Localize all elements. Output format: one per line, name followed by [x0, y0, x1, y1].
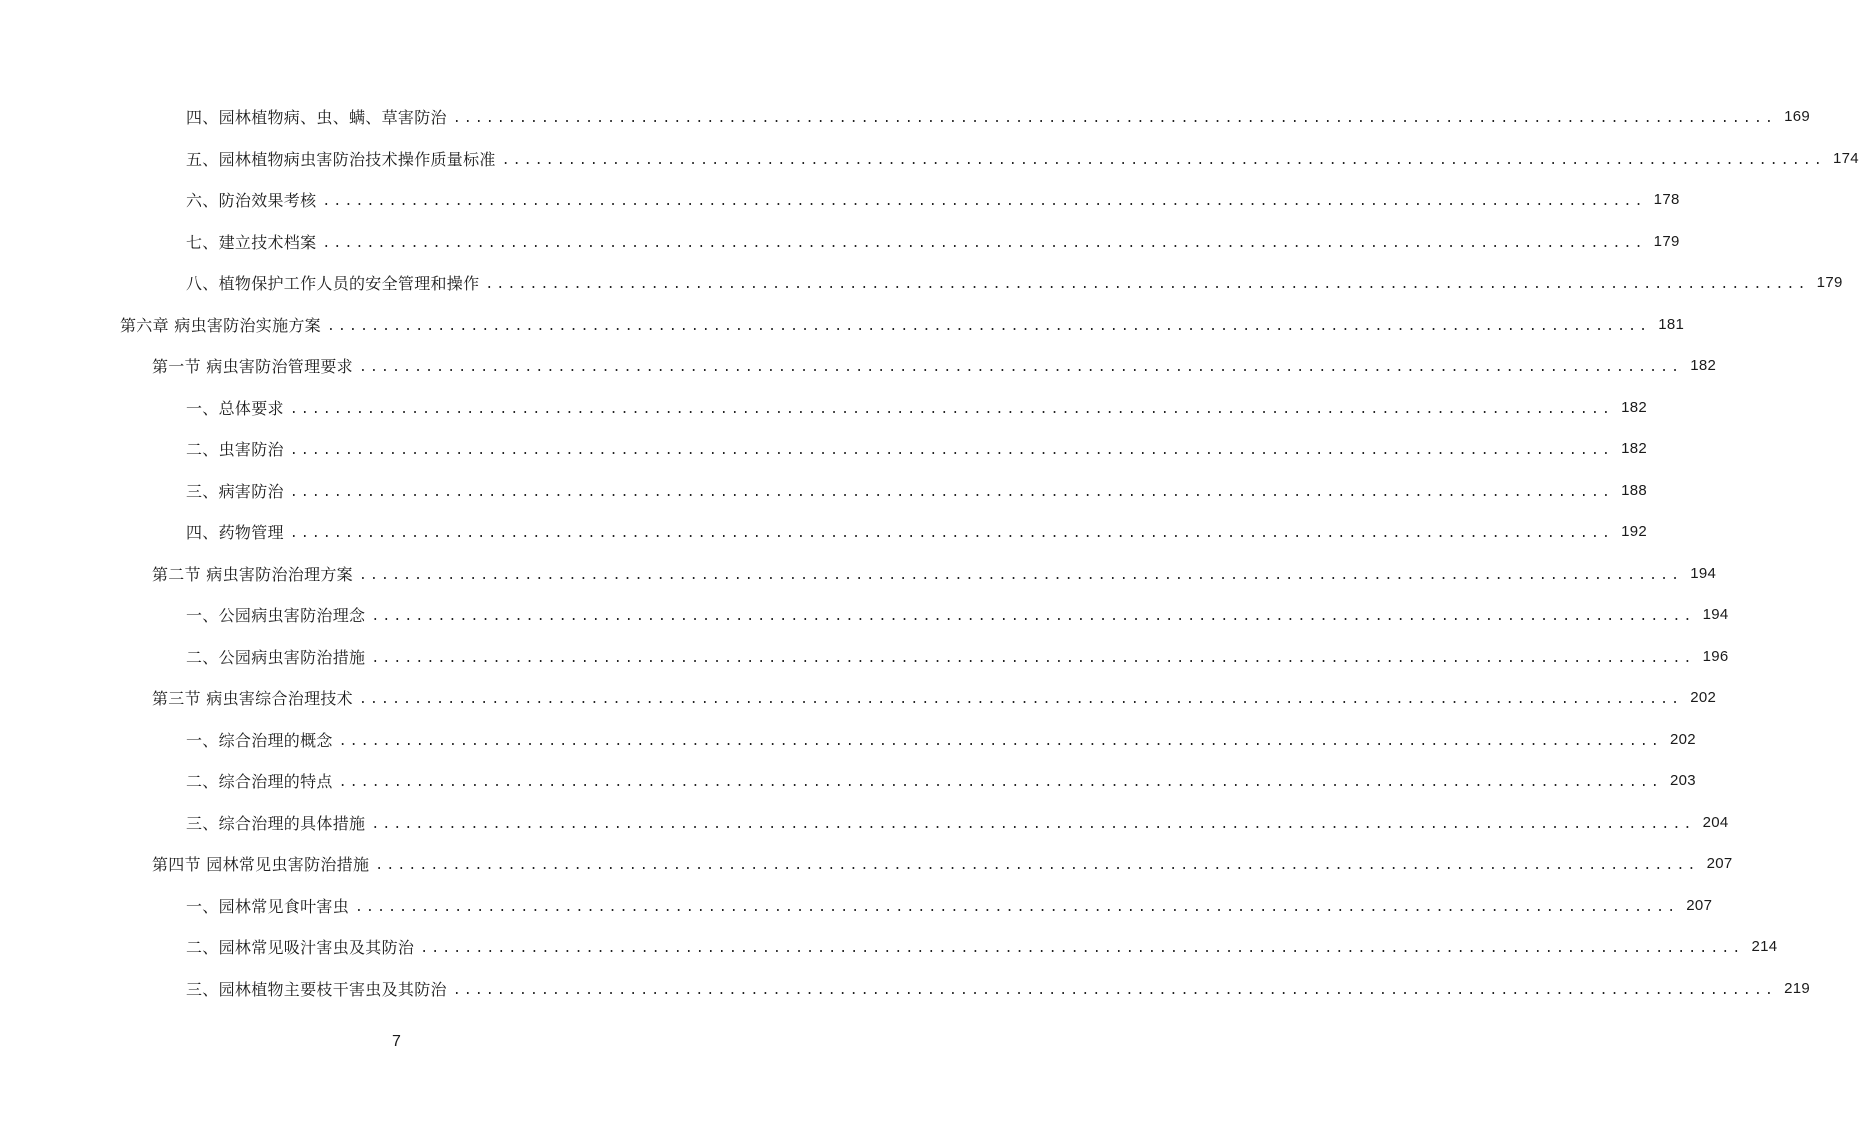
toc-entry-title: 二、公园病虫害防治措施	[186, 647, 366, 667]
dot-leader: ........................................................................................................................	[289, 526, 1614, 542]
toc-entry-page: 203	[1669, 772, 1696, 790]
dot-leader: ........................................................................................................................	[375, 858, 1699, 874]
toc-entry-title: 第一节 病虫害防治管理要求	[152, 357, 353, 377]
toc-entry-page: 194	[1702, 606, 1729, 624]
dot-leader: ........................................................................................................................	[359, 567, 1683, 583]
dot-leader: ........................................................................................................................	[452, 982, 1777, 998]
toc-entry-title: 八、植物保护工作人员的安全管理和操作	[186, 274, 480, 294]
toc-entry-title: 第六章 病虫害防治实施方案	[120, 315, 321, 335]
toc-entry-page: 214	[1751, 938, 1778, 956]
toc-entry[interactable]	[0, 594, 1729, 636]
toc-entry-page: 219	[1784, 979, 1811, 997]
toc-section-entry[interactable]	[0, 553, 1717, 595]
table-of-contents	[0, 96, 1859, 1009]
dot-leader: ........................................................................................................................	[327, 318, 1651, 334]
toc-entry[interactable]	[0, 470, 1648, 512]
toc-entry-title: 第四节 园林常见虫害防治措施	[152, 855, 370, 875]
toc-section-entry[interactable]	[0, 345, 1717, 387]
toc-entry[interactable]	[0, 428, 1648, 470]
toc-entry[interactable]	[0, 96, 1811, 138]
toc-entry-page: 182	[1621, 398, 1648, 416]
toc-entry-title: 一、公园病虫害防治理念	[186, 606, 366, 626]
toc-entry[interactable]	[0, 387, 1648, 429]
dot-leader: ........................................................................................................................	[289, 443, 1614, 459]
toc-entry[interactable]	[0, 262, 1843, 304]
toc-entry-page: 207	[1686, 896, 1713, 914]
toc-entry-page: 181	[1658, 315, 1685, 333]
toc-entry[interactable]	[0, 885, 1713, 927]
toc-entry-title: 三、病害防治	[186, 481, 284, 501]
toc-section-entry[interactable]	[0, 677, 1717, 719]
dot-leader: ........................................................................................................................	[371, 816, 1695, 832]
toc-entry-page: 182	[1621, 440, 1648, 458]
toc-entry-page: 196	[1702, 647, 1729, 665]
dot-leader: ........................................................................................................................	[355, 899, 1679, 915]
dot-leader: ........................................................................................................................	[322, 235, 1646, 251]
toc-entry-page: 179	[1653, 232, 1680, 250]
toc-entry-title: 一、总体要求	[186, 398, 284, 418]
toc-entry-page: 179	[1816, 274, 1843, 292]
toc-entry-title: 二、虫害防治	[186, 440, 284, 460]
dot-leader: ........................................................................................................................	[338, 775, 1662, 791]
dot-leader: ........................................................................................................................	[420, 941, 1744, 957]
dot-leader: ........................................................................................................................	[485, 277, 1809, 293]
toc-entry-page: 174	[1832, 149, 1859, 167]
toc-entry-page: 202	[1690, 689, 1717, 707]
toc-entry-title: 一、园林常见食叶害虫	[186, 896, 350, 916]
toc-entry-page: 169	[1784, 108, 1811, 126]
toc-entry-title: 三、综合治理的具体措施	[186, 813, 366, 833]
dot-leader: ........................................................................................................................	[359, 692, 1683, 708]
toc-chapter-entry[interactable]	[0, 304, 1685, 346]
dot-leader: ........................................................................................................................	[452, 111, 1777, 127]
toc-entry[interactable]	[0, 138, 1859, 180]
toc-entry[interactable]	[0, 968, 1811, 1010]
toc-section-entry[interactable]	[0, 843, 1733, 885]
toc-entry[interactable]	[0, 179, 1680, 221]
toc-entry[interactable]	[0, 511, 1648, 553]
toc-entry-page: 188	[1621, 481, 1648, 499]
toc-entry-title: 一、综合治理的概念	[186, 730, 333, 750]
toc-entry-title: 七、建立技术档案	[186, 232, 317, 252]
toc-entry-title: 五、园林植物病虫害防治技术操作质量标准	[186, 149, 496, 169]
toc-entry[interactable]	[0, 221, 1680, 263]
dot-leader: ........................................................................................................................	[289, 484, 1614, 500]
dot-leader: ........................................................................................................................	[322, 194, 1646, 210]
toc-entry-page: 178	[1653, 191, 1680, 209]
dot-leader: ........................................................................................................................	[371, 609, 1695, 625]
toc-entry-title: 第二节 病虫害防治治理方案	[152, 564, 353, 584]
toc-entry-title: 六、防治效果考核	[186, 191, 317, 211]
dot-leader: ........................................................................................................................	[359, 360, 1683, 376]
page-number: 7	[392, 1033, 401, 1050]
dot-leader: ........................................................................................................................	[338, 733, 1662, 749]
dot-leader: ........................................................................................................................	[289, 401, 1614, 417]
toc-entry-page: 207	[1706, 855, 1733, 873]
toc-entry-title: 四、园林植物病、虫、螨、草害防治	[186, 108, 447, 128]
toc-entry[interactable]	[0, 760, 1696, 802]
toc-entry-page: 192	[1621, 523, 1648, 541]
toc-entry[interactable]	[0, 636, 1729, 678]
toc-entry-title: 二、园林常见吸汁害虫及其防治	[186, 938, 415, 958]
dot-leader: ........................................................................................................................	[501, 152, 1825, 168]
toc-entry-title: 第三节 病虫害综合治理技术	[152, 689, 353, 709]
toc-entry-page: 202	[1669, 730, 1696, 748]
toc-entry[interactable]	[0, 719, 1696, 761]
toc-entry-title: 四、药物管理	[186, 523, 284, 543]
toc-entry-title: 三、园林植物主要枝干害虫及其防治	[186, 979, 447, 999]
toc-entry[interactable]	[0, 926, 1778, 968]
toc-entry-title: 二、综合治理的特点	[186, 772, 333, 792]
toc-entry-page: 204	[1702, 813, 1729, 831]
dot-leader: ........................................................................................................................	[371, 650, 1695, 666]
toc-entry[interactable]	[0, 802, 1729, 844]
toc-entry-page: 182	[1690, 357, 1717, 375]
toc-entry-page: 194	[1690, 564, 1717, 582]
